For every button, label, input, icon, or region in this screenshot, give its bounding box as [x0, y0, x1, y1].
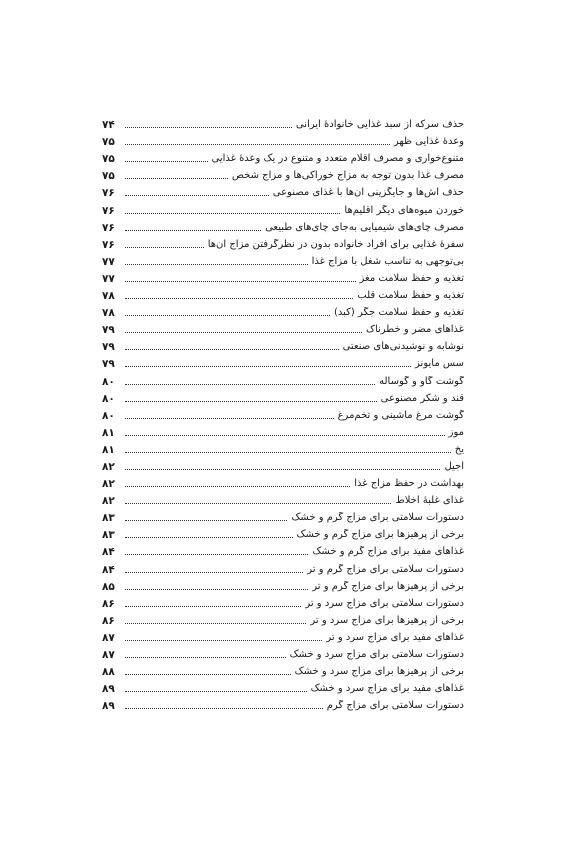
toc-entry-title: خوردن میوه‌های دیگر اقلیم‌ها [344, 204, 464, 216]
toc-entry[interactable] [102, 576, 464, 593]
toc-entry[interactable] [102, 678, 464, 695]
dot-leader [125, 691, 307, 692]
toc-entry-title: تغذیه و حفظ سلامت قلب [357, 290, 464, 302]
dot-leader [125, 178, 228, 179]
dot-leader [125, 452, 451, 453]
dot-leader [125, 230, 261, 231]
dot-leader [125, 708, 323, 709]
toc-entry-title: حذف آش‌ها و جایگزینی آن‌ها با غذای مصنوعی [272, 187, 464, 199]
dot-leader [125, 366, 411, 367]
toc-entry-title: متنوع‌خواری و مصرف اقلام متعدد و متنوع در یک وعدهٔ غذایی [211, 153, 464, 165]
dot-leader [125, 674, 291, 675]
toc-entry-title: دستورات سلامتی برای مزاج سرد و خشک [289, 649, 464, 660]
dot-leader [125, 144, 390, 145]
toc-entry-page: ۸۹ [102, 700, 115, 713]
toc-entry[interactable] [102, 524, 464, 541]
dot-leader [125, 418, 334, 419]
dot-leader [125, 486, 350, 487]
toc-entry-title: بی‌توجهی به تناسب شغل با مزاج غذا [311, 255, 464, 267]
toc-entry-page: ۸۲ [102, 478, 115, 491]
toc-entry[interactable] [102, 251, 464, 268]
dot-leader [125, 572, 303, 573]
dot-leader [125, 640, 322, 641]
toc-entry[interactable] [102, 268, 464, 285]
dot-leader [125, 161, 208, 162]
toc-entry-page: ۷۹ [102, 341, 115, 354]
toc-entry[interactable] [102, 114, 464, 131]
toc-entry-title: غذای غلبهٔ اخلاط [395, 495, 464, 507]
toc-entry-page: ۸۶ [102, 614, 115, 627]
toc-entry-title: دستورات سلامتی برای مزاج گرم [326, 700, 464, 712]
toc-entry[interactable] [102, 336, 464, 353]
toc-entry[interactable] [102, 593, 464, 610]
toc-entry[interactable] [102, 490, 464, 507]
dot-leader [125, 213, 340, 214]
toc-entry[interactable] [102, 507, 464, 524]
toc-entry-title: غذاهای مفید برای مزاج سرد و خشک [310, 683, 464, 695]
toc-entry-title: وعدهٔ غذایی ظهر [393, 136, 464, 148]
dot-leader [125, 247, 204, 248]
toc-entry-page: ۷۶ [102, 221, 115, 234]
toc-entry-title: سس مایونز [415, 358, 464, 370]
toc-entry-page: ۷۷ [102, 272, 115, 285]
toc-entry-page: ۸۷ [102, 649, 115, 661]
toc-entry-title: دستورات سلامتی برای مزاج گرم و تر [307, 563, 464, 575]
toc-entry-page: ۷۵ [102, 170, 115, 183]
toc-entry[interactable] [102, 439, 464, 456]
table-of-contents [102, 114, 464, 712]
toc-entry-page: ۷۷ [102, 255, 115, 268]
toc-entry-page: ۸۳ [102, 529, 115, 542]
toc-entry[interactable] [102, 644, 464, 661]
toc-entry-title: دستورات سلامتی برای مزاج گرم و خشک [291, 512, 464, 524]
toc-entry-title: مصرف چای‌های شیمیایی به‌جای چای‌های طبیعی [265, 221, 464, 233]
dot-leader [125, 503, 391, 504]
toc-entry[interactable] [102, 302, 464, 319]
toc-entry-page: ۸۸ [102, 666, 115, 679]
dot-leader [125, 332, 362, 333]
toc-entry-page: ۸۰ [102, 375, 115, 388]
toc-entry[interactable] [102, 217, 464, 234]
toc-entry-title: برخی از پرهیزها برای مزاج سرد و خشک [294, 666, 464, 678]
toc-entry-page: ۷۸ [102, 290, 115, 303]
dot-leader [125, 520, 287, 521]
toc-entry-page: ۸۰ [102, 392, 115, 405]
toc-entry-page: ۷۴ [102, 119, 115, 132]
toc-entry-page: ۸۱ [102, 426, 115, 439]
toc-entry-page: ۷۶ [102, 187, 115, 200]
dot-leader [125, 554, 308, 555]
toc-entry[interactable] [102, 353, 464, 370]
toc-entry[interactable] [102, 405, 464, 422]
toc-entry-title: غذاهای مفید برای مزاج گرم و خشک [312, 546, 464, 558]
dot-leader [125, 298, 353, 299]
dot-leader [125, 264, 308, 265]
toc-entry[interactable] [102, 165, 464, 182]
toc-entry[interactable] [102, 234, 464, 251]
dot-leader [125, 281, 356, 282]
toc-entry-page: ۷۹ [102, 324, 115, 337]
toc-entry-page: ۸۶ [102, 597, 115, 610]
toc-entry[interactable] [102, 182, 464, 199]
toc-entry-page: ۸۹ [102, 683, 115, 696]
toc-entry-page: ۷۶ [102, 238, 115, 251]
toc-entry-title: سفرهٔ غذایی برای افراد خانواده بدون در نظرگرفتن مزاج آن‌ها [207, 238, 464, 250]
toc-entry-page: ۸۵ [102, 580, 115, 593]
toc-entry-page: ۸۳ [102, 512, 115, 525]
toc-entry[interactable] [102, 199, 464, 216]
dot-leader [125, 606, 301, 607]
toc-entry-page: ۸۷ [102, 631, 115, 644]
toc-entry[interactable] [102, 473, 464, 490]
toc-entry-title: بهداشت در حفظ مزاج غذا [354, 478, 464, 490]
toc-entry[interactable] [102, 610, 464, 627]
dot-leader [125, 401, 377, 402]
toc-entry[interactable] [102, 695, 464, 712]
dot-leader [125, 384, 375, 385]
toc-entry-title: تغذیه و حفظ سلامت مغز [359, 272, 464, 284]
toc-entry-title: یخ [454, 443, 464, 455]
dot-leader [125, 589, 308, 590]
toc-entry-page: ۷۸ [102, 307, 115, 320]
toc-entry-title: قند و شکر مصنوعی [380, 392, 464, 404]
toc-entry-title: گوشت گاو و گوساله [379, 375, 464, 387]
dot-leader [125, 435, 445, 436]
dot-leader [125, 315, 330, 316]
dot-leader [125, 657, 286, 658]
toc-entry[interactable] [102, 541, 464, 558]
toc-entry[interactable] [102, 661, 464, 678]
toc-entry[interactable] [102, 131, 464, 148]
toc-entry[interactable] [102, 370, 464, 387]
toc-entry-title: نوشابه و نوشیدنی‌های صنعتی [342, 341, 464, 353]
toc-entry-page: ۸۰ [102, 409, 115, 422]
toc-entry-title: گوشت مرغ ماشینی و تخم‌مرغ [337, 409, 464, 421]
toc-entry-page: ۸۴ [102, 563, 115, 576]
dot-leader [125, 623, 306, 624]
toc-entry-page: ۷۵ [102, 153, 115, 166]
toc-entry[interactable] [102, 627, 464, 644]
toc-entry-title: موز [448, 426, 464, 438]
toc-entry-title: برخی از پرهیزها برای مزاج گرم و تر [312, 580, 464, 592]
toc-entry-title: برخی از پرهیزها برای مزاج گرم و خشک [296, 529, 464, 541]
toc-entry[interactable] [102, 148, 464, 165]
toc-entry-title: دستورات سلامتی برای مزاج سرد و تر [305, 597, 464, 609]
toc-entry-title: برخی از پرهیزها برای مزاج سرد و تر [310, 614, 464, 626]
toc-entry[interactable] [102, 285, 464, 302]
toc-entry-page: ۷۵ [102, 136, 115, 149]
toc-entry-page: ۸۲ [102, 495, 115, 508]
toc-entry[interactable] [102, 422, 464, 439]
toc-entry-title: تغذیه و حفظ سلامت جگر (کبد) [333, 307, 464, 319]
toc-entry-title: حذف سرکه از سبد غذایی خانوادهٔ ایرانی [295, 119, 464, 131]
toc-entry[interactable] [102, 319, 464, 336]
toc-entry-page: ۷۶ [102, 204, 115, 217]
dot-leader [125, 127, 292, 128]
dot-leader [125, 195, 269, 196]
dot-leader [125, 537, 293, 538]
toc-entry[interactable] [102, 558, 464, 575]
toc-entry-page: ۸۱ [102, 443, 115, 456]
dot-leader [125, 469, 440, 470]
toc-entry-title: مصرف غذا بدون توجه به مزاج خوراکی‌ها و مزاج شخص [231, 170, 464, 182]
toc-entry[interactable] [102, 456, 464, 473]
toc-entry-title: آجیل [444, 460, 464, 472]
dot-leader [125, 349, 339, 350]
toc-entry-page: ۸۴ [102, 546, 115, 559]
toc-entry-title: غذاهای مفید برای مزاج سرد و تر [326, 631, 464, 643]
toc-entry-page: ۸۲ [102, 460, 115, 473]
toc-entry-page: ۷۹ [102, 358, 115, 371]
toc-entry-title: غذاهای مضر و خطرناک [366, 324, 464, 336]
toc-entry[interactable] [102, 388, 464, 405]
